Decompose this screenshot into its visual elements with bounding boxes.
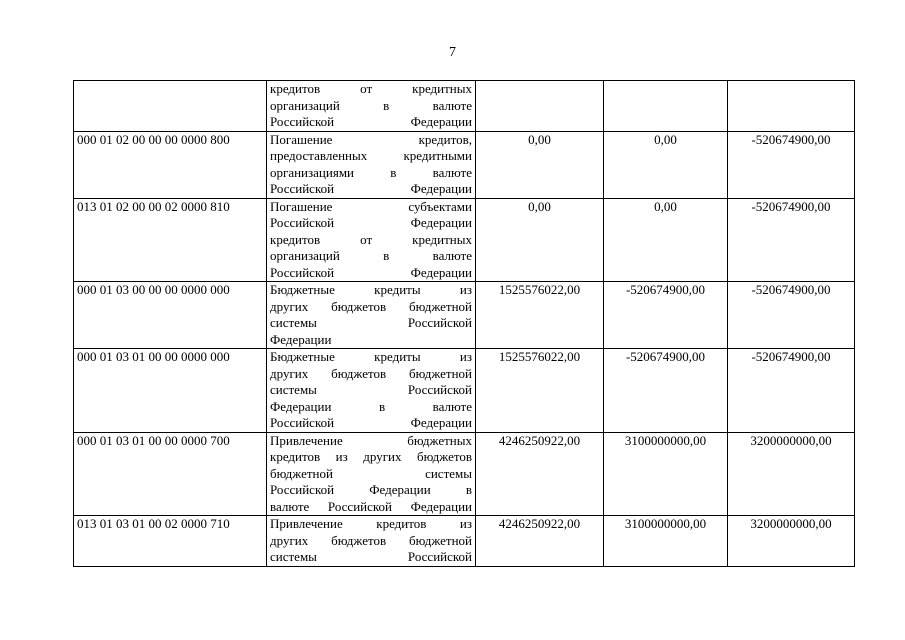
description-cell xyxy=(267,349,476,433)
description-line: кредитов из других бюджетов xyxy=(270,449,472,464)
description-line: Бюджетные кредиты из xyxy=(270,282,472,297)
description-cell xyxy=(267,81,476,132)
amount-cell-year-1: 4246250922,00 xyxy=(476,516,604,567)
description-line: Погашение кредитов, xyxy=(270,131,472,147)
budget-code-cell xyxy=(74,81,267,132)
description-line: Привлечение бюджетных xyxy=(270,432,472,448)
budget-code-cell: 000 01 03 01 00 00 0000 700 xyxy=(74,432,267,516)
amount-cell-year-1: 1525576022,00 xyxy=(476,349,604,433)
page-number: 7 xyxy=(449,45,456,60)
amount-cell-year-3 xyxy=(728,81,855,132)
description-line: Погашение субъектами xyxy=(270,198,472,214)
description-line: предоставленных кредитными xyxy=(270,148,472,163)
description-line: кредитов от кредитных xyxy=(270,81,472,96)
amount-cell-year-2: 0,00 xyxy=(604,131,728,198)
amount-cell-year-3: -520674900,00 xyxy=(728,282,855,349)
description-line: других бюджетов бюджетной xyxy=(270,532,472,548)
amount-cell-year-2: 3100000000,00 xyxy=(604,516,728,567)
description-line: Российской Федерации xyxy=(270,181,472,196)
description-line: системы Российской xyxy=(270,315,472,330)
description-cell xyxy=(267,432,476,516)
table-row xyxy=(74,516,855,567)
description-line: Российской Федерации xyxy=(270,114,472,129)
description-line: валюте Российской Федерации xyxy=(270,498,472,514)
table-row xyxy=(74,432,855,516)
amount-cell-year-3: 3200000000,00 xyxy=(728,516,855,567)
description-cell xyxy=(267,198,476,282)
description-line: Бюджетные кредиты из xyxy=(270,349,472,364)
amount-cell-year-1: 1525576022,00 xyxy=(476,282,604,349)
amount-cell-year-3: -520674900,00 xyxy=(728,198,855,282)
description-line: организаций в валюте xyxy=(270,248,472,263)
budget-code-cell: 000 01 03 00 00 00 0000 000 xyxy=(74,282,267,349)
table-row xyxy=(74,131,855,198)
amount-cell-year-3: -520674900,00 xyxy=(728,131,855,198)
table-row xyxy=(74,81,855,132)
amount-cell-year-3: -520674900,00 xyxy=(728,349,855,433)
budget-code-cell: 000 01 03 01 00 00 0000 000 xyxy=(74,349,267,433)
table-row xyxy=(74,282,855,349)
amount-cell-year-2: -520674900,00 xyxy=(604,282,728,349)
amount-cell-year-1: 4246250922,00 xyxy=(476,432,604,516)
amount-cell-year-1: 0,00 xyxy=(476,131,604,198)
budget-sources-table xyxy=(73,80,855,567)
description-cell xyxy=(267,131,476,198)
description-line: Федерации в валюте xyxy=(270,398,472,414)
budget-code-cell: 000 01 02 00 00 00 0000 800 xyxy=(74,131,267,198)
budget-code-cell: 013 01 03 01 00 02 0000 710 xyxy=(74,516,267,567)
description-line: бюджетной системы xyxy=(270,465,472,481)
table-row xyxy=(74,349,855,433)
description-line: системы Российской xyxy=(270,382,472,397)
amount-cell-year-1: 0,00 xyxy=(476,198,604,282)
amount-cell-year-2: 3100000000,00 xyxy=(604,432,728,516)
description-cell xyxy=(267,516,476,567)
description-line: организациями в валюте xyxy=(270,164,472,180)
description-line: системы Российской xyxy=(270,549,472,564)
amount-cell-year-2: -520674900,00 xyxy=(604,349,728,433)
description-line: Привлечение кредитов из xyxy=(270,516,472,531)
amount-cell-year-2 xyxy=(604,81,728,132)
description-line: других бюджетов бюджетной xyxy=(270,365,472,381)
description-cell xyxy=(267,282,476,349)
description-line: Федерации xyxy=(270,331,332,347)
amount-cell-year-2: 0,00 xyxy=(604,198,728,282)
table-body xyxy=(74,81,855,567)
amount-cell-year-3: 3200000000,00 xyxy=(728,432,855,516)
description-line: Российской Федерации xyxy=(270,415,472,430)
description-line: Российской Федерации xyxy=(270,215,472,230)
description-line: организаций в валюте xyxy=(270,97,472,113)
description-line: Российской Федерации в xyxy=(270,482,472,497)
description-line: других бюджетов бюджетной xyxy=(270,298,472,314)
description-line: кредитов от кредитных xyxy=(270,231,472,247)
description-line: Российской Федерации xyxy=(270,264,472,280)
amount-cell-year-1 xyxy=(476,81,604,132)
table-row xyxy=(74,198,855,282)
budget-code-cell: 013 01 02 00 00 02 0000 810 xyxy=(74,198,267,282)
